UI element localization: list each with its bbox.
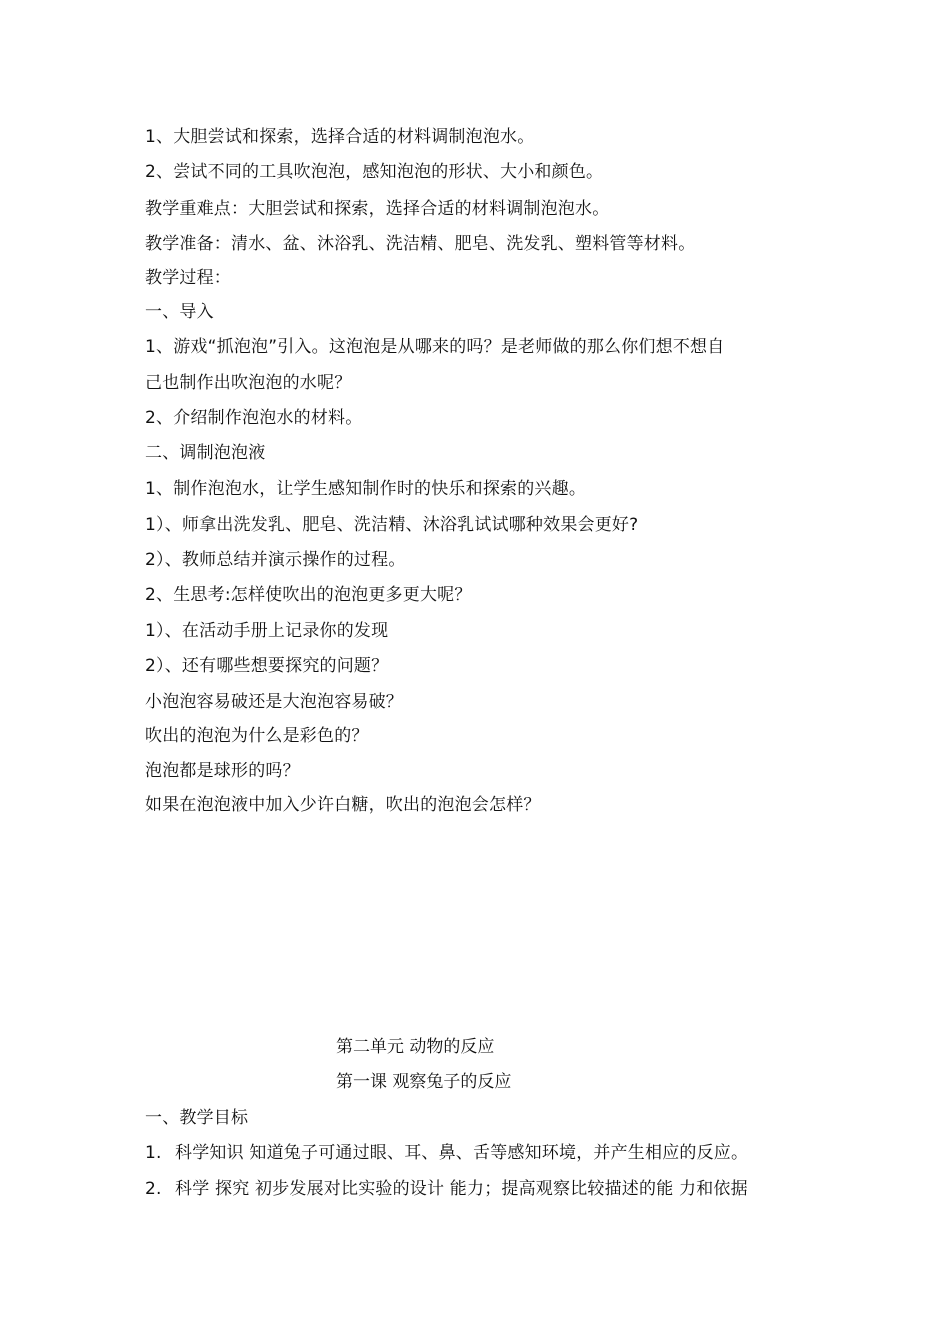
text-line: 如果在泡泡液中加入少许白糖，吹出的泡泡会怎样？ xyxy=(145,795,541,815)
text-line: 教学过程： xyxy=(145,268,231,288)
text-line: 己也制作出吹泡泡的水呢？ xyxy=(145,373,352,393)
text-line: 小泡泡容易破还是大泡泡容易破？ xyxy=(145,692,403,712)
section-heading: 一、教学目标 xyxy=(145,1108,249,1128)
numbered-item xyxy=(145,1142,748,1164)
text-line: 2、尝试不同的工具吹泡泡，感知泡泡的形状、大小和颜色。 xyxy=(145,162,604,182)
lesson-title: 第一课 观察兔子的反应 xyxy=(336,1072,512,1092)
text-line: 2）、教师总结并演示操作的过程。 xyxy=(145,550,406,570)
text-line: 1）、在活动手册上记录你的发现 xyxy=(145,621,389,641)
text-line: 2、介绍制作泡泡水的材料。 xyxy=(145,408,363,428)
item-number: 2. xyxy=(145,1179,162,1199)
text-line: 1、制作泡泡水，让学生感知制作时的快乐和探索的兴趣。 xyxy=(145,479,587,499)
item-text: 科学 探究 初步发展对比实验的设计 能力；提高观察比较描述的能 力和依据 xyxy=(175,1179,748,1199)
text-line: 1）、师拿出洗发乳、肥皂、洗洁精、沐浴乳试试哪种效果会更好? xyxy=(145,515,639,535)
text-line: 泡泡都是球形的吗？ xyxy=(145,761,300,781)
text-line: 2）、还有哪些想要探究的问题？ xyxy=(145,656,389,676)
text-line: 教学准备：清水、盆、沐浴乳、洗洁精、肥皂、洗发乳、塑料管等材料。 xyxy=(145,234,696,254)
text-line: 1、游戏“抓泡泡”引入。这泡泡是从哪来的吗？是老师做的那么你们想不想自 xyxy=(145,337,725,357)
numbered-item xyxy=(145,1178,748,1200)
text-line: 1、大胆尝试和探索，选择合适的材料调制泡泡水。 xyxy=(145,127,535,147)
text-line: 2、生思考:怎样使吹出的泡泡更多更大呢？ xyxy=(145,585,472,605)
text-line: 吹出的泡泡为什么是彩色的？ xyxy=(145,726,369,746)
item-text: 科学知识 知道兔子可通过眼、耳、鼻、舌等感知环境，并产生相应的反应。 xyxy=(175,1143,749,1163)
text-line: 教学重难点：大胆尝试和探索，选择合适的材料调制泡泡水。 xyxy=(145,199,610,219)
unit-title: 第二单元 动物的反应 xyxy=(336,1037,495,1057)
section-heading: 二、调制泡泡液 xyxy=(145,443,266,463)
item-number: 1. xyxy=(145,1143,162,1163)
section-heading: 一、导入 xyxy=(145,302,214,322)
